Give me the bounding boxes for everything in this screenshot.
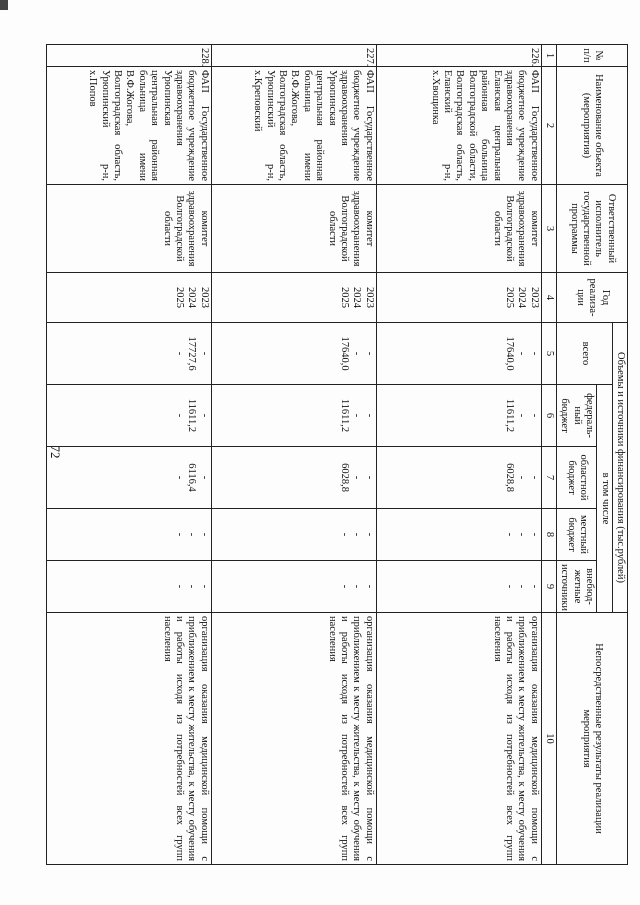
row-executor: комитет здравоохранения Волгоградской области: [46, 185, 211, 273]
row-years-value: 2025: [504, 287, 515, 308]
row-federal: [46, 385, 211, 447]
row-total-value: -: [351, 351, 363, 356]
row-total-value: -: [198, 351, 210, 356]
table-body: [46, 45, 541, 865]
header-num: № п/п: [557, 45, 628, 67]
row-extra-value: -: [516, 584, 528, 589]
row-local-value: -: [186, 532, 198, 537]
header-extra: внебюд-жетные источники: [557, 561, 597, 613]
row-local-value: -: [504, 532, 515, 537]
row-local-value: -: [174, 532, 185, 537]
row-extra: [46, 561, 211, 613]
row-extra-value: -: [186, 584, 198, 589]
row-result: организация оказания медицинской помощи с приближением к месту жительства, к месту обучения и работы исходя из потребностей всех групп населения: [46, 613, 211, 865]
row-extra-value: -: [339, 584, 350, 589]
rotated-table-sheet: [88, 44, 628, 864]
row-years-value: 2024: [186, 287, 198, 308]
row-total-value: 17640,0: [504, 336, 515, 371]
row-total-value: 17640,0: [339, 336, 350, 371]
row-regional-value: 6028,8: [504, 463, 515, 492]
header-local: местный бюджет: [557, 509, 597, 561]
row-years: [46, 273, 211, 323]
row-result: организация оказания медицинской помощи с приближением к месту жительства, к месту обучения и работы исходя из потребностей всех групп населения: [376, 613, 541, 865]
header-results: Непосредственные результаты реализации мероприятия: [557, 613, 628, 865]
column-number: 5: [541, 323, 556, 385]
row-total-value: -: [363, 351, 375, 356]
scan-corner-mark: [0, 0, 8, 10]
row-total: [46, 323, 211, 385]
row-extra-value: -: [198, 584, 210, 589]
row-regional-value: -: [198, 475, 210, 480]
header-name: Наименование объекта (мероприятия): [557, 67, 628, 185]
row-extra: [211, 561, 376, 613]
row-years-value: 2025: [174, 287, 185, 308]
row-years: [211, 273, 376, 323]
row-extra-value: -: [363, 584, 375, 589]
header-year: Год реализа-ции: [557, 273, 628, 323]
column-number: 8: [541, 509, 556, 561]
header-federal: федераль-ный бюджет: [557, 385, 597, 447]
column-number: 2: [541, 67, 556, 185]
row-total: [211, 323, 376, 385]
row-federal: [211, 385, 376, 447]
row-local-value: -: [339, 532, 350, 537]
row-executor: комитет здравоохранения Волгоградской области: [211, 185, 376, 273]
header-total: всего: [557, 323, 613, 385]
row-total-value: 17727,6: [186, 336, 198, 371]
row-federal: [376, 385, 541, 447]
row-regional: [376, 447, 541, 509]
row-federal-value: -: [351, 413, 363, 418]
row-extra-value: -: [174, 584, 185, 589]
row-object-name: ФАП Государственное бюджетное учреждение здравоохранения Урюпинская центральная районная больница имени В.Ф.Жогова, Волгоградская область, Урюпинский р-н, х.Креповский: [211, 67, 376, 185]
row-regional: [46, 447, 211, 509]
row-years-value: 2023: [363, 287, 375, 308]
table-row: [211, 45, 376, 865]
row-local: [211, 509, 376, 561]
column-number: 1: [541, 45, 556, 67]
row-total: [376, 323, 541, 385]
row-object-name: ФАП Государственное бюджетное учреждение здравоохранения Урюпинская центральная районная больница имени В.Ф.Жогова, Волгоградская область, Урюпинский р-н, х.Попов: [46, 67, 211, 185]
row-local-value: -: [528, 532, 540, 537]
row-federal-value: 11611,2: [186, 398, 198, 433]
financing-table: [46, 44, 628, 865]
row-federal-value: -: [516, 413, 528, 418]
row-executor: комитет здравоохранения Волгоградской области: [376, 185, 541, 273]
row-federal-value: -: [174, 413, 185, 418]
row-years-value: 2023: [198, 287, 210, 308]
header-including: в том числе: [597, 385, 612, 613]
row-federal-value: -: [528, 413, 540, 418]
row-total-value: -: [528, 351, 540, 356]
row-number: 227.: [211, 45, 376, 67]
row-result: организация оказания медицинской помощи с приближением к месту жительства, к месту обучения и работы исходя из потребностей всех групп населения: [211, 613, 376, 865]
row-federal-value: 11611,2: [504, 398, 515, 433]
row-regional-value: -: [528, 475, 540, 480]
row-extra-value: -: [504, 584, 515, 589]
row-federal-value: -: [363, 413, 375, 418]
column-number: 3: [541, 185, 556, 273]
row-federal-value: -: [198, 413, 210, 418]
row-local-value: -: [351, 532, 363, 537]
row-regional: [211, 447, 376, 509]
row-years-value: 2024: [351, 287, 363, 308]
row-federal-value: 11611,2: [339, 398, 350, 433]
table-row: [46, 45, 211, 865]
row-local-value: -: [198, 532, 210, 537]
row-regional-value: -: [516, 475, 528, 480]
row-local: [376, 509, 541, 561]
row-regional-value: -: [363, 475, 375, 480]
column-number: 9: [541, 561, 556, 613]
row-extra-value: -: [528, 584, 540, 589]
row-total-value: -: [516, 351, 528, 356]
column-number: 4: [541, 273, 556, 323]
row-object-name: ФАП Государственное бюджетное учреждение здравоохранения Еланская центральная районная больница Волгоградской области, Волгоградская область, Еланский р-н, х.Хвощинка: [376, 67, 541, 185]
row-local-value: -: [516, 532, 528, 537]
row-regional-value: -: [174, 475, 185, 480]
row-number: 228.: [46, 45, 211, 67]
row-years-value: 2023: [528, 287, 540, 308]
row-number: 226.: [376, 45, 541, 67]
column-number: 10: [541, 613, 556, 865]
column-number: 6: [541, 385, 556, 447]
row-regional-value: 6028,8: [339, 463, 350, 492]
page-number: 72: [48, 445, 63, 459]
column-number: 7: [541, 447, 556, 509]
row-regional-value: -: [351, 475, 363, 480]
header-regional: областной бюджет: [557, 447, 597, 509]
row-extra: [376, 561, 541, 613]
row-extra-value: -: [351, 584, 363, 589]
column-number-row: [541, 45, 556, 865]
row-local-value: -: [363, 532, 375, 537]
row-local: [46, 509, 211, 561]
row-regional-value: 6116,4: [186, 463, 198, 492]
header-executor: Ответственный исполнитель государственной программы: [557, 185, 628, 273]
row-years-value: 2025: [339, 287, 350, 308]
row-total-value: -: [174, 351, 185, 356]
table-row: [376, 45, 541, 865]
row-years: [376, 273, 541, 323]
header-financing: Объемы и источники финансирования (тыс.рублей): [612, 323, 627, 613]
row-years-value: 2024: [516, 287, 528, 308]
